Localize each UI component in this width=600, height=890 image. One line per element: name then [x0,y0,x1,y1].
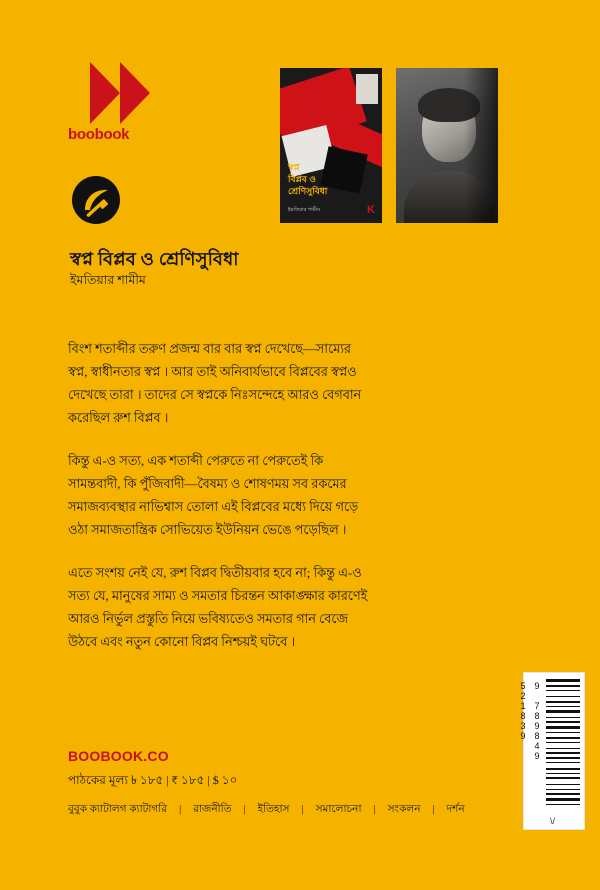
page-title: স্বপ্ন বিপ্লব ও শ্রেণিসুবিধা [70,249,239,269]
author-name: ইমতিয়ার শামীম [70,273,146,287]
publisher-name: boobook [68,126,130,143]
barcode [518,672,585,830]
category-list [68,802,477,819]
category-item: ইতিহাস [257,804,290,815]
blurb-text [68,338,368,674]
double-chevron-icon [68,62,178,124]
publisher-logo [68,62,178,143]
category-separator: | [432,804,435,815]
author-portrait-thumbnail [396,68,498,223]
cover-top-text: বুবুক [365,75,374,80]
blurb-paragraph: এতে সংশয় নেই যে, রুশ বিপ্লব দ্বিতীয়বার হবে না; কিন্তু এ-ও সত্য যে, মানুষের সাম্য ও সমতার চিরন্তন আকাঙ্ক্ষার কারণেই আরও নির্ভুল প্রস্তুতি নিয়ে ভবিষ্যতেও সমতার গান বেজে উঠবে এবং নতুন কোনো বিপ্লব নিশ্চয়ই ঘটবে । [68,566,368,649]
category-item: দর্শন [446,804,465,815]
hammer-and-sickle-icon [72,176,120,224]
blurb-paragraph: কিন্তু এ-ও সত্য, এক শতাব্দী পেরুতে না পেরুতেই কি সামন্তবাদী, কি পুঁজিবাদী—বৈষম্য ও শোষণময় সব রকমের সমাজব্যবস্থার নাভিশ্বাস তোলা এই বিপ্লবের মধ্যে দিয়ে গড়ে ওঠা সমাজতান্ত্রিক সোভিয়েত ইউনিয়ন ভেঙে পড়েছিল । [68,454,359,537]
cover-title-line-3: শ্রেণিসুবিধা [288,186,328,196]
cover-title-line-1: স্বপ্ন [288,162,300,172]
category-separator: | [301,804,304,815]
barcode-caret: \/ [550,816,556,826]
cover-author: ইমতিয়ার শামীম [288,207,321,213]
category-item: রাজনীতি [193,804,232,815]
category-label: বুবুক ক্যাটালগ ক্যাটাগরি [68,804,168,815]
category-separator: | [243,804,246,815]
blurb-paragraph: বিংশ শতাব্দীর তরুণ প্রজন্ম বার বার স্বপ্ন দেখেছে—সাম্যের স্বপ্ন, স্বাধীনতার স্বপ্ন । আর তাই অনিবার্যভাবে বিপ্লবের স্বপ্নও দেখেছে তারা । তাদের সে স্বপ্নকে নিঃসন্দেহে আরও বেগবান করেছিল রুশ বিপ্লব । [68,342,362,425]
price-line: পাঠকের মূল্য ৳ ১৮৫ | ₹ ১৮৫ | $ ১০ [68,773,238,787]
barcode-digits: 9 789849 521839 [518,681,542,761]
barcode-bars [546,679,580,815]
category-item: সমালোচনা [315,804,362,815]
thumbnail-strip [280,68,498,223]
cover-title [288,161,327,197]
category-item: সংকলন [387,804,421,815]
website-link[interactable]: BOOBOOK.CO [68,748,169,764]
category-separator: | [179,804,182,815]
category-separator: | [373,804,376,815]
cover-title-line-2: বিপ্লব ও [288,174,316,184]
book-cover-thumbnail [280,68,382,223]
cover-publisher-mark: K [367,204,375,216]
